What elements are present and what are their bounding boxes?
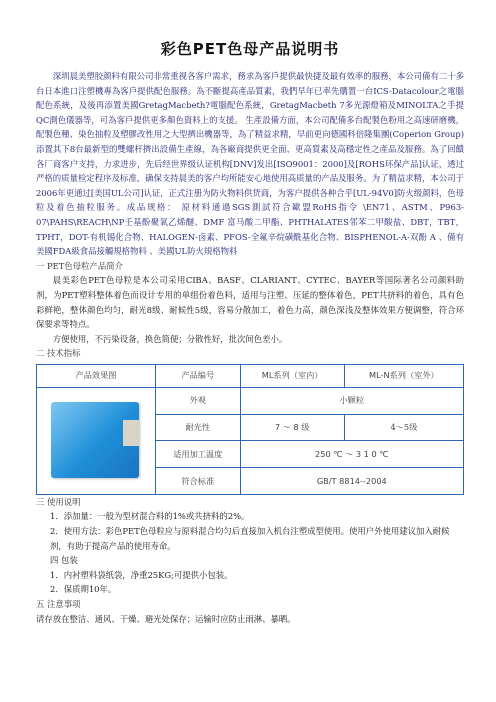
row-value-lightfastness-mln: 4～5级 xyxy=(344,414,463,441)
spec-table xyxy=(36,364,464,495)
document-title: 彩色PET色母产品说明书 xyxy=(160,40,340,58)
section-1-heading: 一 PET色母粒产品简介 xyxy=(36,260,123,271)
section-1-body-2: 方便使用，不污染设备，换色简便；分散性好，批次间色差小。 xyxy=(52,333,288,344)
row-value-appearance: 小颗粒 xyxy=(240,387,463,414)
document-page xyxy=(36,38,464,626)
section-3-heading: 三 使用说明 xyxy=(36,496,81,507)
intro-paragraph: 深圳晨美塑胶颜料有限公司非常重视各客户需求，務求為客戶提供最快捷及最有效率的服務，本公司備有二十多台日本進口注塑機專為客戶提供配色服務。為不斷提高產品質素，我們早年已率先購置一台ICS-Datacolour之電腦配色系統，及後再添置美國GretagMacbeth?電腦配色系統，GretagMacbeth 7多光源燈箱及MINOLTA之手提QC測色儀器等，可為客戶提供更多顏色資料上的支援。 生產設備方面，本公司配備多台配製色粉用之高速研磨機，配製色種、染色抽粒及塑膠改性用之大型擠出機器等，為了精益求精，早前更向德國科倍隆集團(Coperion Group)添置其下8台最新型的雙螺杆擠出設備生產線，為各廠商提供更全面、更高質素及高穩定性之產品及服務。為了回饋各厂商客户支持，力求进步，先后经世界级认证机构[DNV]发出[ISO9001：2000]及[ROHS环保产品]认证，透过严格的质量检定程序及标准，确保支持晨美的客户均所能安心地使用高质量的产品及服务。为了精益求精，本公司于2006年更通过[美国UL公司]认证，正式注册为防火物料供货商，为客户提供各种合乎[UL-94V0]防火级颜料，色母粒及着色抽粒服务。成品规格： 原材料通過SGS測試符合歐盟RoHS指令 \EN71、ASTM、P963-07\PAHS\REACH\NP壬基酚聚氧乙烯醚、DMF 富马酸二甲酯、PHTHALATES邻苯二甲酸盐、DBT，TBT，TPHT，DOT-有机锡化合物、HALOGEN-卤素、PFOS-全氟辛烷磺酰基化合物、BISPHENOL-A-双酚 A 、備有美國FDA級食品接觸規格物料 、美國UL防火規格物料 xyxy=(36,71,464,257)
usage-item-1: 1．添加量：一般为型材混合料的1%或共挤料的2%。 xyxy=(50,511,250,522)
header-ml: ML系列（室内） xyxy=(240,364,344,387)
section-2-heading: 二 技术指标 xyxy=(36,348,81,359)
header-mln: ML-N系列（室外） xyxy=(344,364,463,387)
product-image-cell xyxy=(37,387,156,494)
section-5-heading: 五 注意事项 xyxy=(36,599,81,610)
usage-item-2: 2．使用方法：彩色PET色母粒应与原料混合均匀后直接加入机台注塑成型使用。使用户外使用建议加入耐候剂，有助于提高产品的使用寿命。 xyxy=(50,526,450,551)
packaging-item-1: 1．内衬塑料袋纸袋，净重25KG;可提供小包装。 xyxy=(50,569,233,580)
row-label-standard: 符合标准 xyxy=(156,468,241,495)
row-label-appearance: 外观 xyxy=(156,387,241,414)
row-label-lightfastness: 耐光性 xyxy=(156,414,241,441)
row-value-lightfastness-ml: 7 ～ 8 级 xyxy=(240,414,344,441)
header-code: 产品编号 xyxy=(156,364,241,387)
section-4-heading: 四 包装 xyxy=(50,555,78,566)
product-image xyxy=(51,402,139,478)
packaging-item-2: 2．保质期10年。 xyxy=(50,584,117,595)
section-1-body: 晨美彩色PET色母粒是本公司采用CIBA、BASF、CLARIANT、CYTEC、BAYER等国际著名公司颜料助剂，为PET塑料整体着色而设计专用的单组份着色料，适用与注塑、压延的整体着色，PET共挤料的着色，具有色彩鲜艳，整体颜色均匀，耐光8级、耐候性5级，容易分散加工，着色力高，颜色深浅及整体效果方便调整，符合环保要求等特点。 xyxy=(36,275,464,330)
row-value-temperature: 250 ℃ ～ 3 1 0 ℃ xyxy=(240,441,463,468)
row-label-temperature: 适用加工温度 xyxy=(156,441,241,468)
row-value-standard: GB/T 8814--2004 xyxy=(240,468,463,495)
table-row xyxy=(37,387,464,414)
notice-text: 请存放在整洁、通风、干燥、避光处保存；运输时应防止雨淋、暴晒。 xyxy=(36,613,296,624)
header-image: 产品效果图 xyxy=(37,364,156,387)
table-header-row xyxy=(37,364,464,387)
